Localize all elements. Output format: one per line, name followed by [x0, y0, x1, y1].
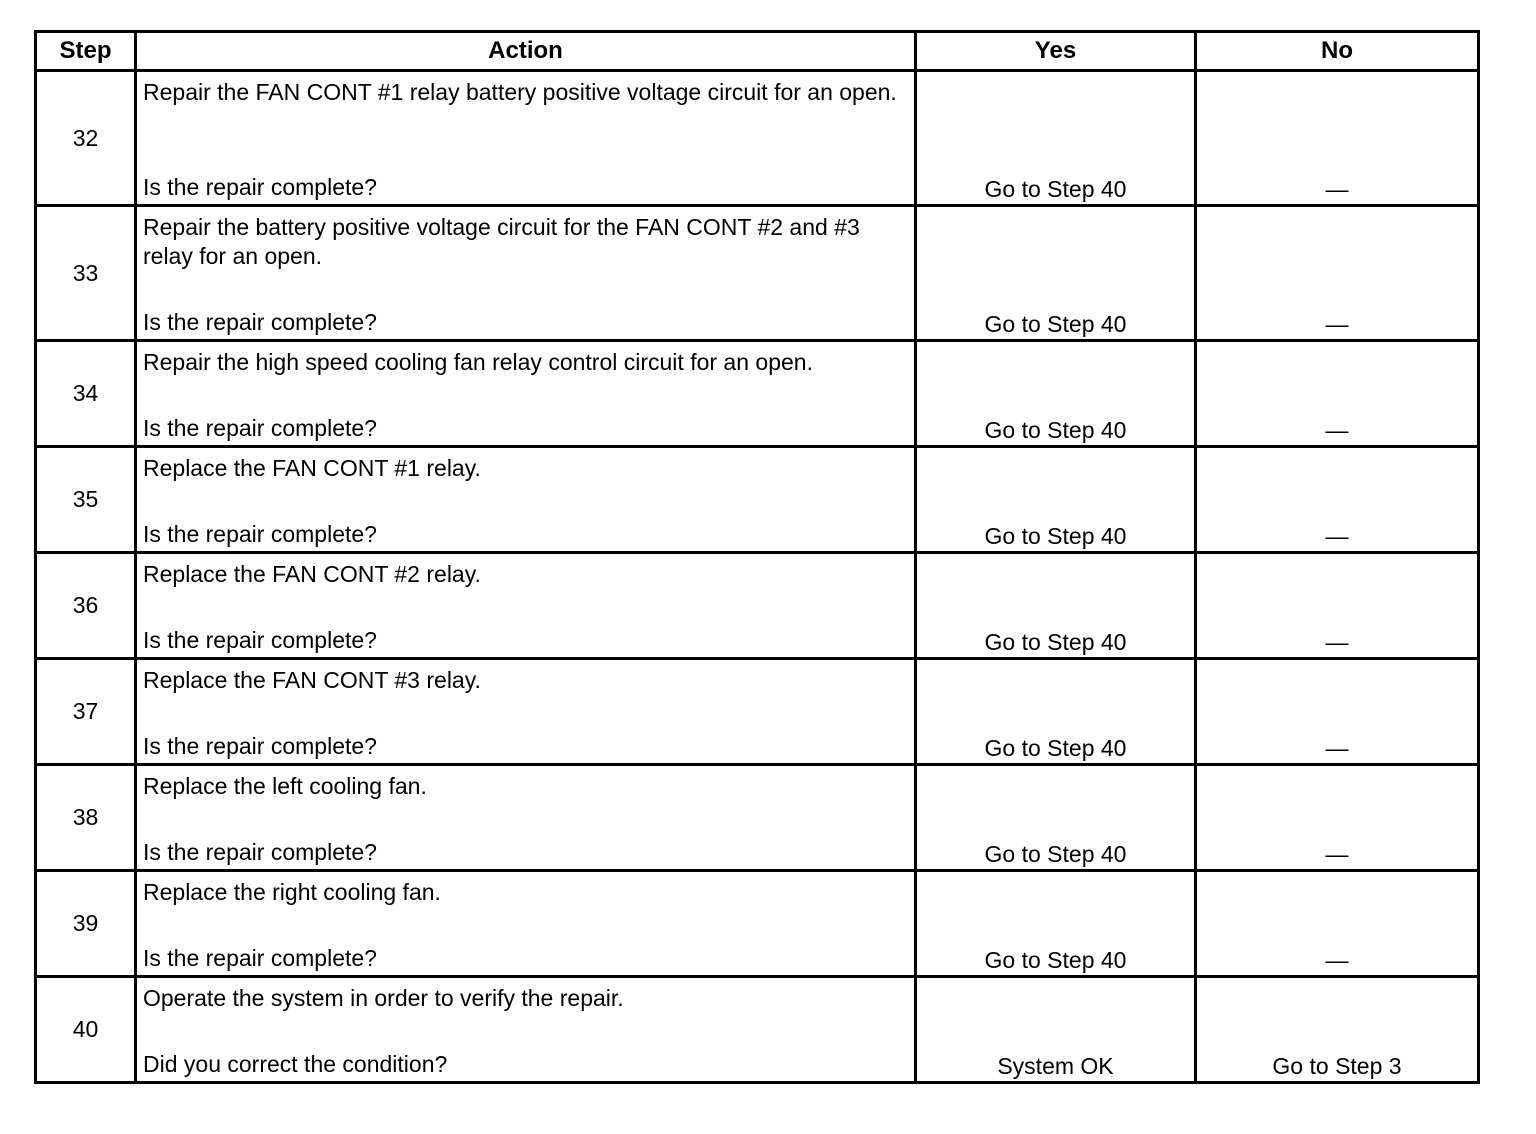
step-number: 34: [36, 341, 136, 447]
action-cell: [136, 765, 916, 871]
action-question: Is the repair complete?: [143, 839, 377, 865]
action-question: Is the repair complete?: [143, 415, 377, 441]
step-number: 38: [36, 765, 136, 871]
step-number: 40: [36, 977, 136, 1083]
action-instruction: Repair the high speed cooling fan relay control circuit for an open.: [143, 349, 813, 375]
table-row: [36, 447, 1479, 553]
no-result: Go to Step 3: [1196, 977, 1479, 1083]
no-result: —: [1196, 553, 1479, 659]
action-cell: [136, 447, 916, 553]
step-number: 35: [36, 447, 136, 553]
no-result: —: [1196, 871, 1479, 977]
yes-result: Go to Step 40: [916, 341, 1196, 447]
action-instruction: Operate the system in order to verify the repair.: [143, 985, 624, 1011]
action-cell: [136, 977, 916, 1083]
header-no: No: [1196, 32, 1479, 71]
action-cell: [136, 71, 916, 206]
action-instruction: Replace the FAN CONT #2 relay.: [143, 561, 481, 587]
action-instruction: Replace the left cooling fan.: [143, 773, 427, 799]
action-cell: [136, 206, 916, 341]
action-cell: [136, 871, 916, 977]
yes-result: Go to Step 40: [916, 765, 1196, 871]
action-question: Is the repair complete?: [143, 521, 377, 547]
no-result: —: [1196, 765, 1479, 871]
table-row: [36, 659, 1479, 765]
yes-result: System OK: [916, 977, 1196, 1083]
table-header-row: [36, 32, 1479, 71]
yes-result: Go to Step 40: [916, 206, 1196, 341]
table-row: [36, 553, 1479, 659]
step-number: 37: [36, 659, 136, 765]
action-cell: [136, 553, 916, 659]
no-result: —: [1196, 71, 1479, 206]
no-result: —: [1196, 447, 1479, 553]
table-row: [36, 71, 1479, 206]
action-question: Is the repair complete?: [143, 945, 377, 971]
yes-result: Go to Step 40: [916, 71, 1196, 206]
no-result: —: [1196, 206, 1479, 341]
action-question: Is the repair complete?: [143, 733, 377, 759]
yes-result: Go to Step 40: [916, 659, 1196, 765]
header-yes: Yes: [916, 32, 1196, 71]
header-action: Action: [136, 32, 916, 71]
action-question: Is the repair complete?: [143, 627, 377, 653]
header-step: Step: [36, 32, 136, 71]
table-row: [36, 341, 1479, 447]
action-question: Did you correct the condition?: [143, 1051, 448, 1077]
action-cell: [136, 659, 916, 765]
table-row: [36, 765, 1479, 871]
yes-result: Go to Step 40: [916, 553, 1196, 659]
action-question: Is the repair complete?: [143, 174, 377, 200]
yes-result: Go to Step 40: [916, 447, 1196, 553]
table-row: [36, 206, 1479, 341]
step-number: 32: [36, 71, 136, 206]
step-number: 39: [36, 871, 136, 977]
diagnostic-steps-table: [34, 30, 1480, 1084]
no-result: —: [1196, 341, 1479, 447]
action-cell: [136, 341, 916, 447]
step-number: 36: [36, 553, 136, 659]
action-instruction: Replace the right cooling fan.: [143, 879, 441, 905]
yes-result: Go to Step 40: [916, 871, 1196, 977]
table-row: [36, 871, 1479, 977]
action-instruction: Replace the FAN CONT #1 relay.: [143, 455, 481, 481]
step-number: 33: [36, 206, 136, 341]
table-row: [36, 977, 1479, 1083]
action-instruction: Replace the FAN CONT #3 relay.: [143, 667, 481, 693]
action-question: Is the repair complete?: [143, 309, 377, 335]
action-instruction: Repair the FAN CONT #1 relay battery positive voltage circuit for an open.: [143, 79, 897, 105]
action-instruction: Repair the battery positive voltage circuit for the FAN CONT #2 and #3 relay for an open.: [143, 214, 860, 269]
no-result: —: [1196, 659, 1479, 765]
